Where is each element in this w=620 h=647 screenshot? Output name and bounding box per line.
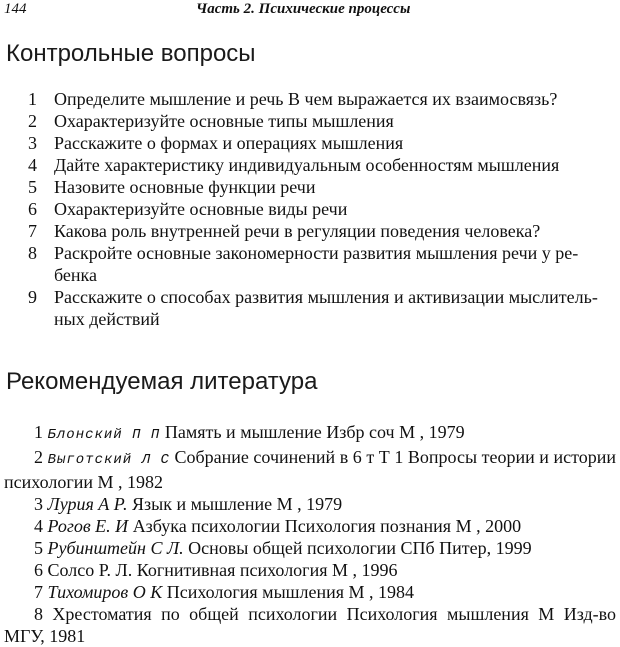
- question-text: Определите мышление и речь В чем выражается их взаимосвязь?: [54, 89, 558, 109]
- literature-item: [4, 559, 616, 581]
- running-head: Часть 2. Психические процессы: [196, 1, 411, 17]
- literature-item: [4, 603, 616, 647]
- question-text: Расскажите о способах развития мышления и активизации мыслитель- ных действий: [54, 287, 598, 329]
- literature-list: [4, 421, 616, 647]
- question-number: 4: [28, 155, 37, 175]
- question-text: Назовите основные функции речи: [54, 177, 316, 197]
- literature-rest: Язык и мышление М , 1979: [127, 494, 343, 514]
- question-text: Расскажите о формах и операциях мышления: [54, 133, 404, 153]
- question-item: [24, 198, 614, 220]
- literature-rest: Азбука психологии Психология познания М , 2000: [128, 516, 522, 536]
- literature-item: [4, 581, 616, 603]
- literature-author: Лурия А Р.: [47, 494, 128, 514]
- literature-number: 4: [34, 516, 43, 536]
- question-text: Охарактеризуйте основные виды речи: [54, 199, 348, 219]
- literature-author: Тихомиров О К: [47, 582, 163, 602]
- literature-number: 8: [34, 604, 43, 624]
- literature-author: Рогов Е. И: [47, 516, 129, 536]
- question-number: 9: [28, 287, 37, 307]
- question-number: 8: [28, 243, 37, 263]
- literature-author: Выготский Л С: [47, 452, 170, 468]
- literature-item: [4, 493, 616, 515]
- literature-author: Блонский П П: [47, 427, 161, 443]
- page-header: [4, 1, 616, 23]
- literature-rest: Основы общей психологии СПб Питер, 1999: [183, 538, 532, 558]
- question-number: 1: [28, 89, 37, 109]
- literature-number: 6: [34, 560, 43, 580]
- section-title-literature: Рекомендуемая литература: [6, 368, 318, 395]
- question-text: Охарактеризуйте основные типы мышления: [54, 111, 394, 131]
- question-text: Дайте характеристику индивидуальным особенностям мышления: [54, 155, 560, 175]
- literature-author: Рубинштейн С Л.: [47, 538, 184, 558]
- literature-number: 2: [34, 447, 43, 467]
- literature-number: 3: [34, 494, 43, 514]
- literature-rest: Хрестоматия по общей психологии Психология мышления М Изд-во МГУ, 1981: [4, 604, 617, 646]
- literature-rest: Психология мышления М , 1984: [162, 582, 415, 602]
- literature-item: [4, 515, 616, 537]
- section-title-questions: Контрольные вопросы: [6, 40, 256, 67]
- literature-item: [4, 537, 616, 559]
- question-item: [24, 242, 614, 286]
- question-text: Какова роль внутренней речи в регуляции поведения человека?: [54, 221, 541, 241]
- questions-list: [24, 88, 614, 330]
- question-number: 5: [28, 177, 37, 197]
- question-item: [24, 154, 614, 176]
- literature-rest: Память и мышление Избр соч М , 1979: [160, 422, 465, 442]
- literature-number: 1: [34, 422, 43, 442]
- question-item: [24, 88, 614, 110]
- literature-number: 7: [34, 582, 43, 602]
- question-item: [24, 110, 614, 132]
- question-item: [24, 220, 614, 242]
- question-item: [24, 286, 614, 330]
- literature-item: [4, 446, 616, 493]
- literature-number: 5: [34, 538, 43, 558]
- question-number: 3: [28, 133, 37, 153]
- question-number: 2: [28, 111, 37, 131]
- question-number: 7: [28, 221, 37, 241]
- literature-rest: Солсо Р. Л. Когнитивная психология М , 1996: [47, 560, 398, 580]
- question-item: [24, 132, 614, 154]
- question-text: Раскройте основные закономерности развития мышления речи у ре- бенка: [54, 243, 579, 285]
- question-number: 6: [28, 199, 37, 219]
- literature-item: [4, 421, 616, 446]
- question-item: [24, 176, 614, 198]
- page-number: 144: [4, 1, 27, 17]
- literature-rest: Собрание сочинений в 6 т Т 1 Вопросы теории и истории психологии М , 1982: [4, 447, 616, 492]
